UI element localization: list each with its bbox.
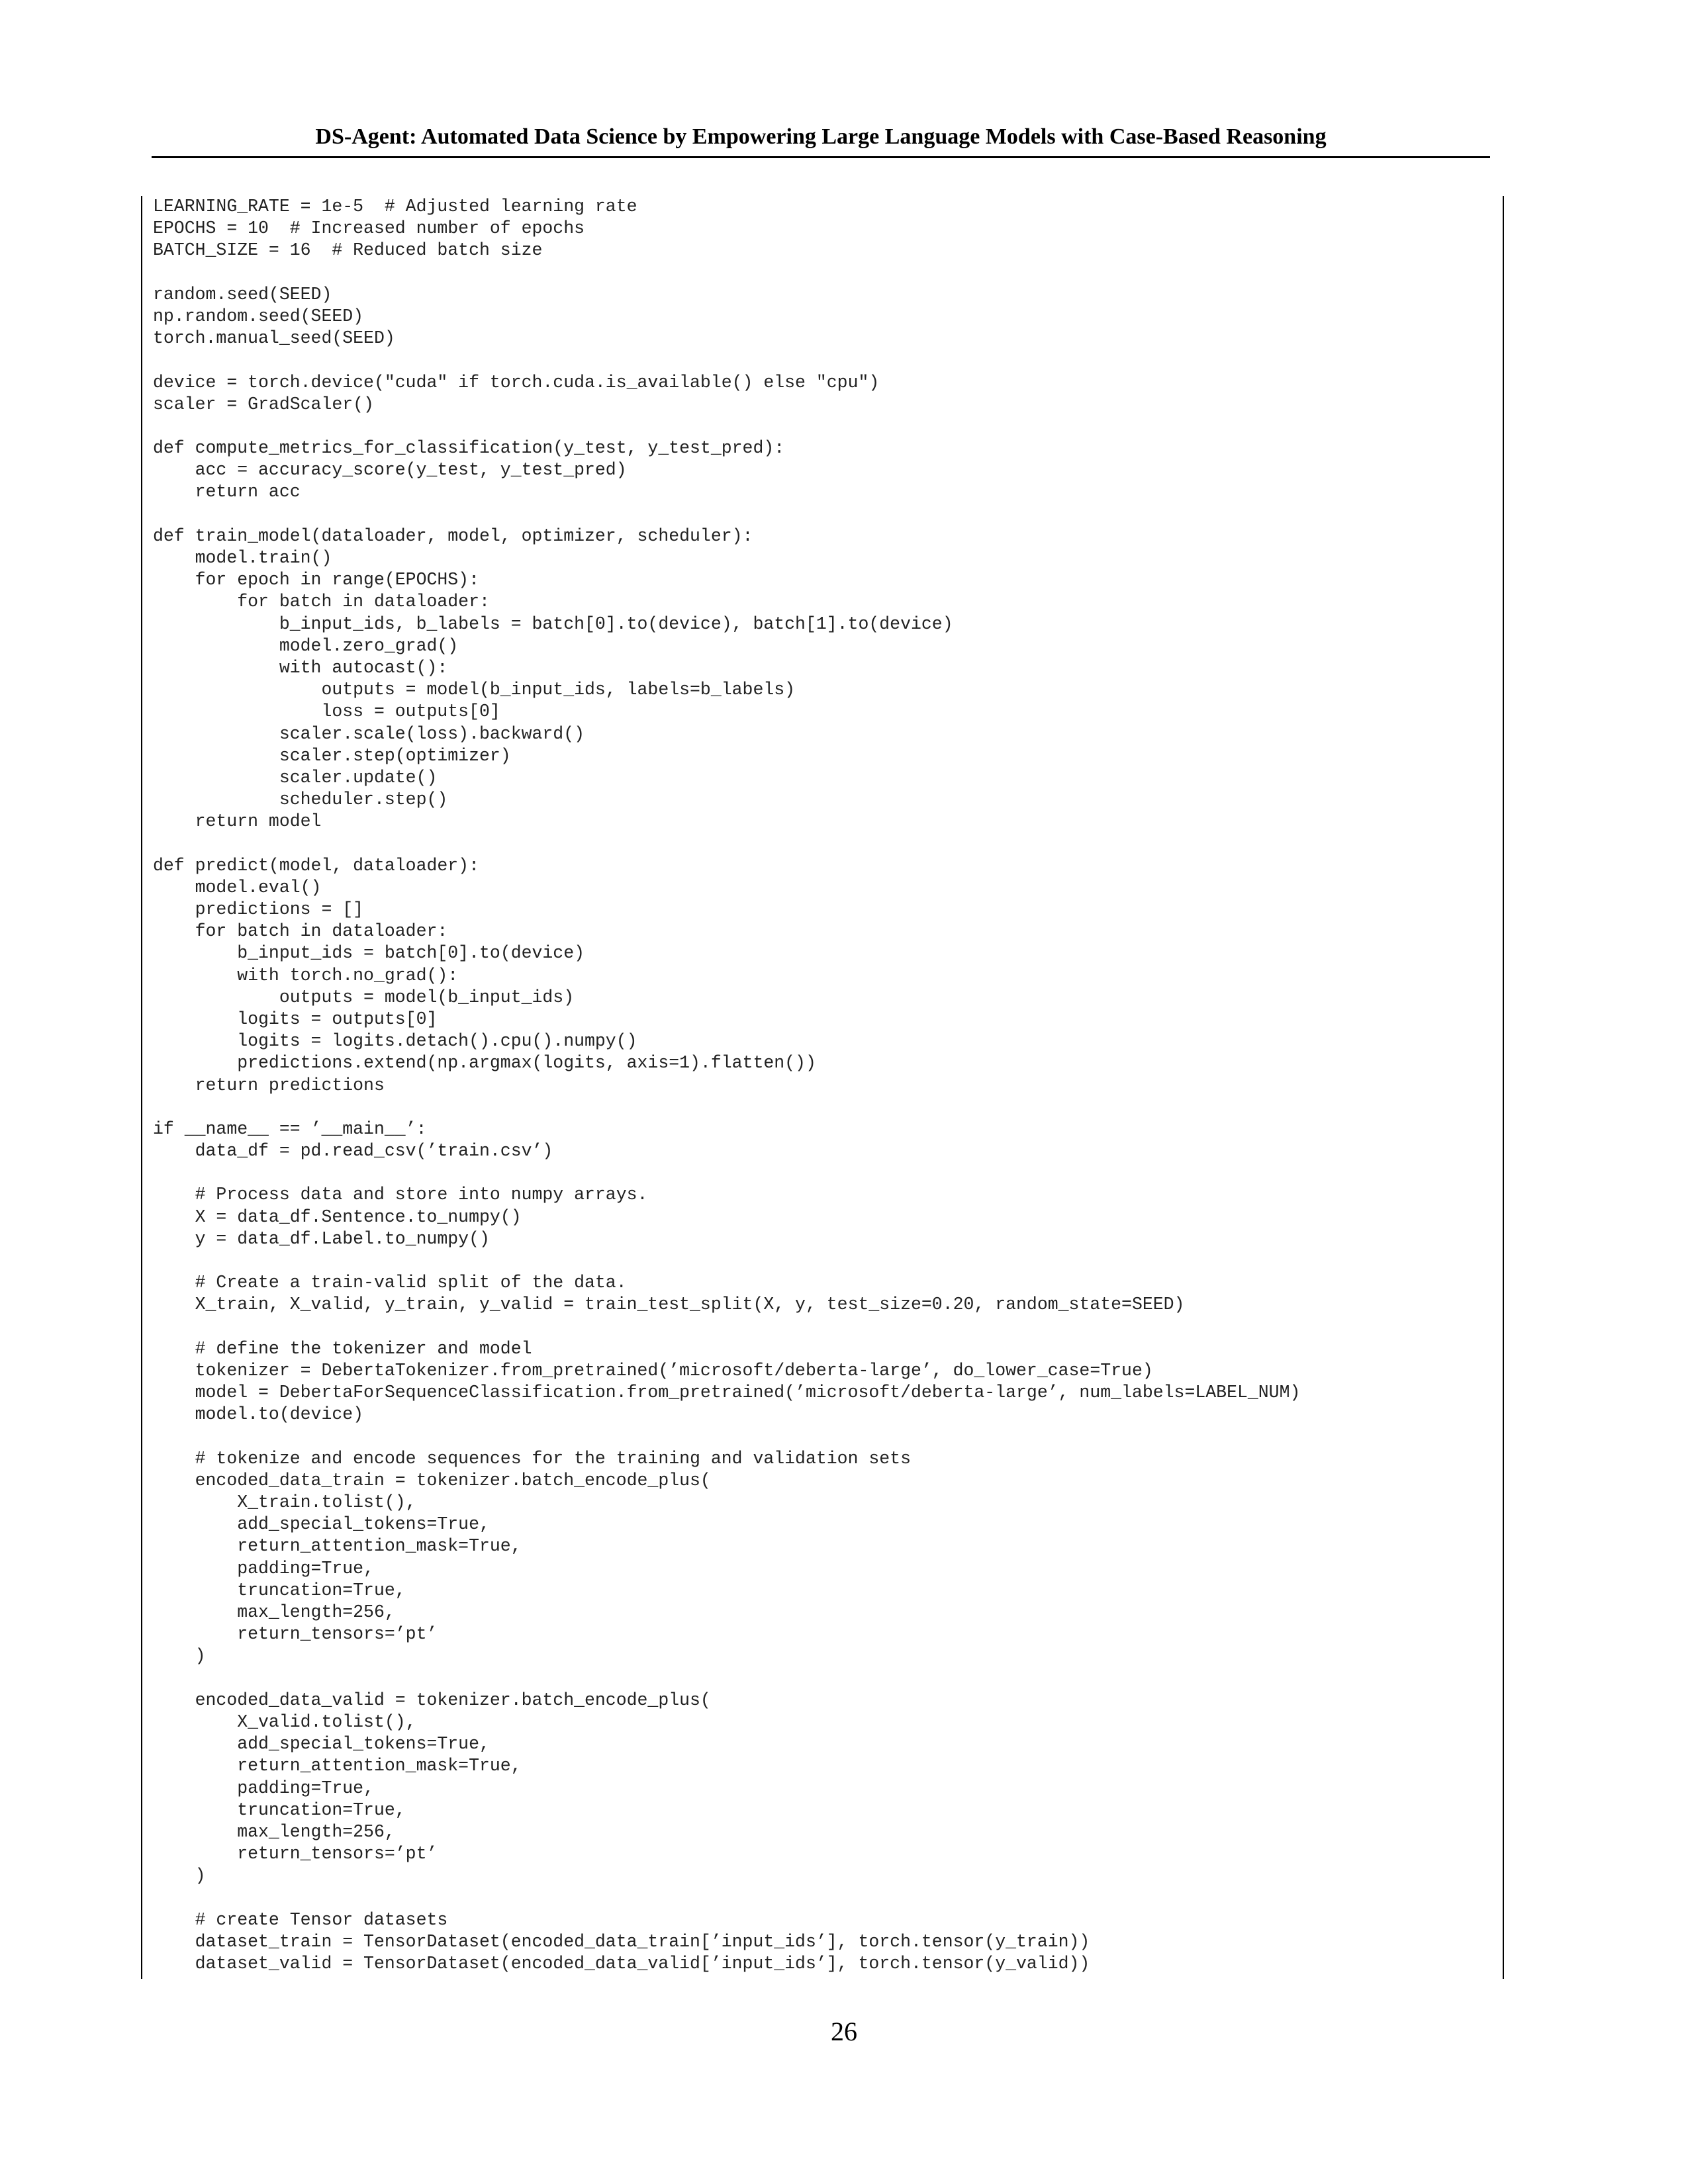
code-line: X = data_df.Sentence.to_numpy()	[153, 1206, 522, 1227]
code-line: np.random.seed(SEED)	[153, 306, 364, 326]
code-line: add_special_tokens=True,	[153, 1734, 490, 1754]
code-line: scaler.scale(loss).backward()	[153, 723, 585, 744]
code-line: LEARNING_RATE = 1e-5 # Adjusted learning rate	[153, 197, 637, 216]
code-line: logits = outputs[0]	[153, 1009, 438, 1029]
code-line: device = torch.device("cuda" if torch.cuda.is_available() else "cpu")	[153, 372, 880, 392]
code-line: max_length=256,	[153, 1602, 395, 1622]
code-line: # Create a train-valid split of the data.	[153, 1273, 627, 1293]
code-line	[153, 833, 1497, 854]
code-line: add_special_tokens=True,	[153, 1514, 490, 1535]
code-line	[153, 1097, 1497, 1118]
code-line: model.to(device)	[153, 1404, 364, 1425]
code-line: for batch in dataloader:	[153, 592, 490, 612]
code-line: # tokenize and encode sequences for the training and validation sets	[153, 1448, 911, 1469]
code-line: return_tensors=’pt’	[153, 1844, 438, 1864]
code-line	[153, 504, 1497, 525]
code-line: def compute_metrics_for_classification(y_test, y_test_pred):	[153, 438, 785, 459]
code-line	[153, 349, 1497, 371]
code-line: model = DebertaForSequenceClassification.from_pretrained(’microsoft/deberta-large’, num_labels=LABEL_NUM)	[153, 1383, 1301, 1403]
code-line: # Process data and store into numpy arrays.	[153, 1185, 648, 1205]
code-line: b_input_ids = batch[0].to(device)	[153, 943, 585, 964]
code-line: max_length=256,	[153, 1821, 395, 1842]
code-listing	[153, 196, 1497, 1975]
code-line: acc = accuracy_score(y_test, y_test_pred)	[153, 460, 627, 480]
code-line: torch.manual_seed(SEED)	[153, 328, 395, 349]
code-line: for batch in dataloader:	[153, 921, 448, 942]
code-line: X_valid.tolist(),	[153, 1711, 416, 1732]
code-line: with autocast():	[153, 657, 448, 678]
code-line: padding=True,	[153, 1558, 374, 1578]
code-line: BATCH_SIZE = 16 # Reduced batch size	[153, 240, 543, 261]
code-line: X_train, X_valid, y_train, y_valid = train_test_split(X, y, test_size=0.20, random_state=SEED)	[153, 1295, 1185, 1315]
code-line: encoded_data_valid = tokenizer.batch_encode_plus(	[153, 1690, 711, 1710]
code-line: loss = outputs[0]	[153, 702, 500, 722]
code-line: random.seed(SEED)	[153, 284, 332, 304]
code-line: scaler = GradScaler()	[153, 394, 374, 414]
code-line: return_attention_mask=True,	[153, 1536, 522, 1557]
code-line: b_input_ids, b_labels = batch[0].to(device), batch[1].to(device)	[153, 614, 953, 634]
code-line: tokenizer = DebertaTokenizer.from_pretrained(’microsoft/deberta-large’, do_lower_case=True)	[153, 1360, 1153, 1381]
code-line: return_tensors=’pt’	[153, 1624, 438, 1645]
code-line	[153, 1426, 1497, 1448]
code-line: # create Tensor datasets	[153, 1909, 448, 1930]
code-line: y = data_df.Label.to_numpy()	[153, 1228, 490, 1249]
code-line: EPOCHS = 10 # Increased number of epochs	[153, 218, 585, 239]
code-line: data_df = pd.read_csv(’train.csv’)	[153, 1141, 553, 1161]
code-line: for epoch in range(EPOCHS):	[153, 570, 479, 590]
code-line: def train_model(dataloader, model, optimizer, scheduler):	[153, 525, 753, 546]
code-line: logits = logits.detach().cpu().numpy()	[153, 1031, 637, 1052]
code-line: outputs = model(b_input_ids)	[153, 987, 575, 1007]
page-number: 26	[831, 2017, 857, 2046]
code-line: )	[153, 1646, 206, 1666]
code-line: dataset_train = TensorDataset(encoded_data_train[’input_ids’], torch.tensor(y_train))	[153, 1931, 1090, 1952]
code-line: truncation=True,	[153, 1799, 406, 1820]
code-line: scaler.step(optimizer)	[153, 745, 511, 766]
code-line: encoded_data_train = tokenizer.batch_encode_plus(	[153, 1470, 711, 1490]
code-line: truncation=True,	[153, 1580, 406, 1600]
code-line	[153, 1162, 1497, 1184]
code-line: scaler.update()	[153, 767, 438, 788]
code-line: return_attention_mask=True,	[153, 1756, 522, 1776]
code-line: return model	[153, 811, 322, 832]
code-line: dataset_valid = TensorDataset(encoded_data_valid[’input_ids’], torch.tensor(y_valid))	[153, 1954, 1090, 1974]
code-line: return acc	[153, 482, 301, 502]
code-line: predictions.extend(np.argmax(logits, axis=1).flatten())	[153, 1053, 816, 1073]
code-line	[153, 262, 1497, 284]
running-title: DS-Agent: Automated Data Science by Empowering Large Language Models with Case-Based Reasoning	[315, 124, 1327, 149]
code-line: # define the tokenizer and model	[153, 1338, 532, 1359]
code-line: padding=True,	[153, 1778, 374, 1798]
code-line: )	[153, 1866, 206, 1886]
header-rule	[152, 156, 1490, 158]
code-line: if __name__ == ’__main__’:	[153, 1118, 427, 1139]
code-line: X_train.tolist(),	[153, 1492, 416, 1513]
code-line: def predict(model, dataloader):	[153, 855, 479, 876]
code-line: model.eval()	[153, 877, 322, 897]
code-line: scheduler.step()	[153, 790, 448, 810]
code-line: predictions = []	[153, 899, 364, 919]
code-line: model.zero_grad()	[153, 635, 459, 656]
code-line	[153, 1250, 1497, 1272]
code-line: return predictions	[153, 1075, 385, 1095]
code-line: outputs = model(b_input_ids, labels=b_labels)	[153, 680, 796, 700]
code-line: with torch.no_grad():	[153, 965, 459, 985]
code-line	[153, 1316, 1497, 1338]
code-line	[153, 1668, 1497, 1690]
code-line: model.train()	[153, 548, 332, 568]
code-line	[153, 1887, 1497, 1909]
code-line	[153, 416, 1497, 437]
